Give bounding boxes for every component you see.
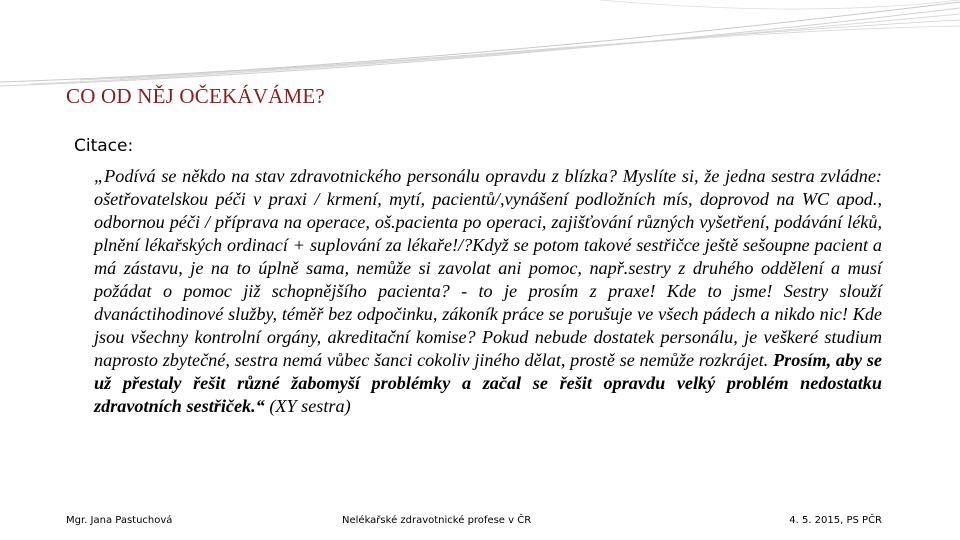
- quote-source: (XY sestra): [269, 396, 351, 416]
- footer-date: 4. 5. 2015, PS PČR: [789, 515, 882, 526]
- quote-text: [94, 165, 882, 418]
- slide-title: CO OD NĚJ OČEKÁVÁME?: [66, 84, 325, 108]
- quote-normal-text: „Podívá se někdo na stav zdravotnického personálu opravdu z blízka? Myslíte si, že jedna sestra zvládne: ošetřovatelskou péči v praxi / krmení, mytí, pacientů/,vynášení podložních mís, doprovod na WC apod., odbornou péči / příprava na operace, oš.pacienta po operaci, zajišťování různých vyšetření, podávání léků, plnění lékařských ordinací + suplování za lékaře!/?Když se potom takové sestřičce ještě sešoupne pacient a má zástavu, je na to úplně sama, nemůže si zavolat ani pomoc, např.sestry z druhého oddělení a musí požádat o pomoc již schopnějšího pacienta? - to je prosím z praxe! Kde to jsme! Sestry slouží dvanáctihodinové služby, téměř bez odpočinku, zákoník práce se porušuje ve všech pádech a nikdo nic! Kde jsou všechny kontrolní orgány, akreditační komise? Pokud nebude dostatek personálu, je veškeré studium naprosto zbytečné, sestra nemá vůbec šanci cokoliv jiného dělat, prostě se nemůže rozkrájet.: [94, 166, 882, 370]
- footer-author: Mgr. Jana Pastuchová: [66, 515, 173, 526]
- citation-label: Citace:: [74, 136, 134, 156]
- quote-bold-text: Prosím, aby se už přestaly řešit různé žabomyší problémky a začal se řešit opravdu velký problém nedostatku zdravotních sestřiček.“: [94, 350, 882, 416]
- footer-event: Nelékařské zdravotnické profese v ČR: [342, 515, 532, 526]
